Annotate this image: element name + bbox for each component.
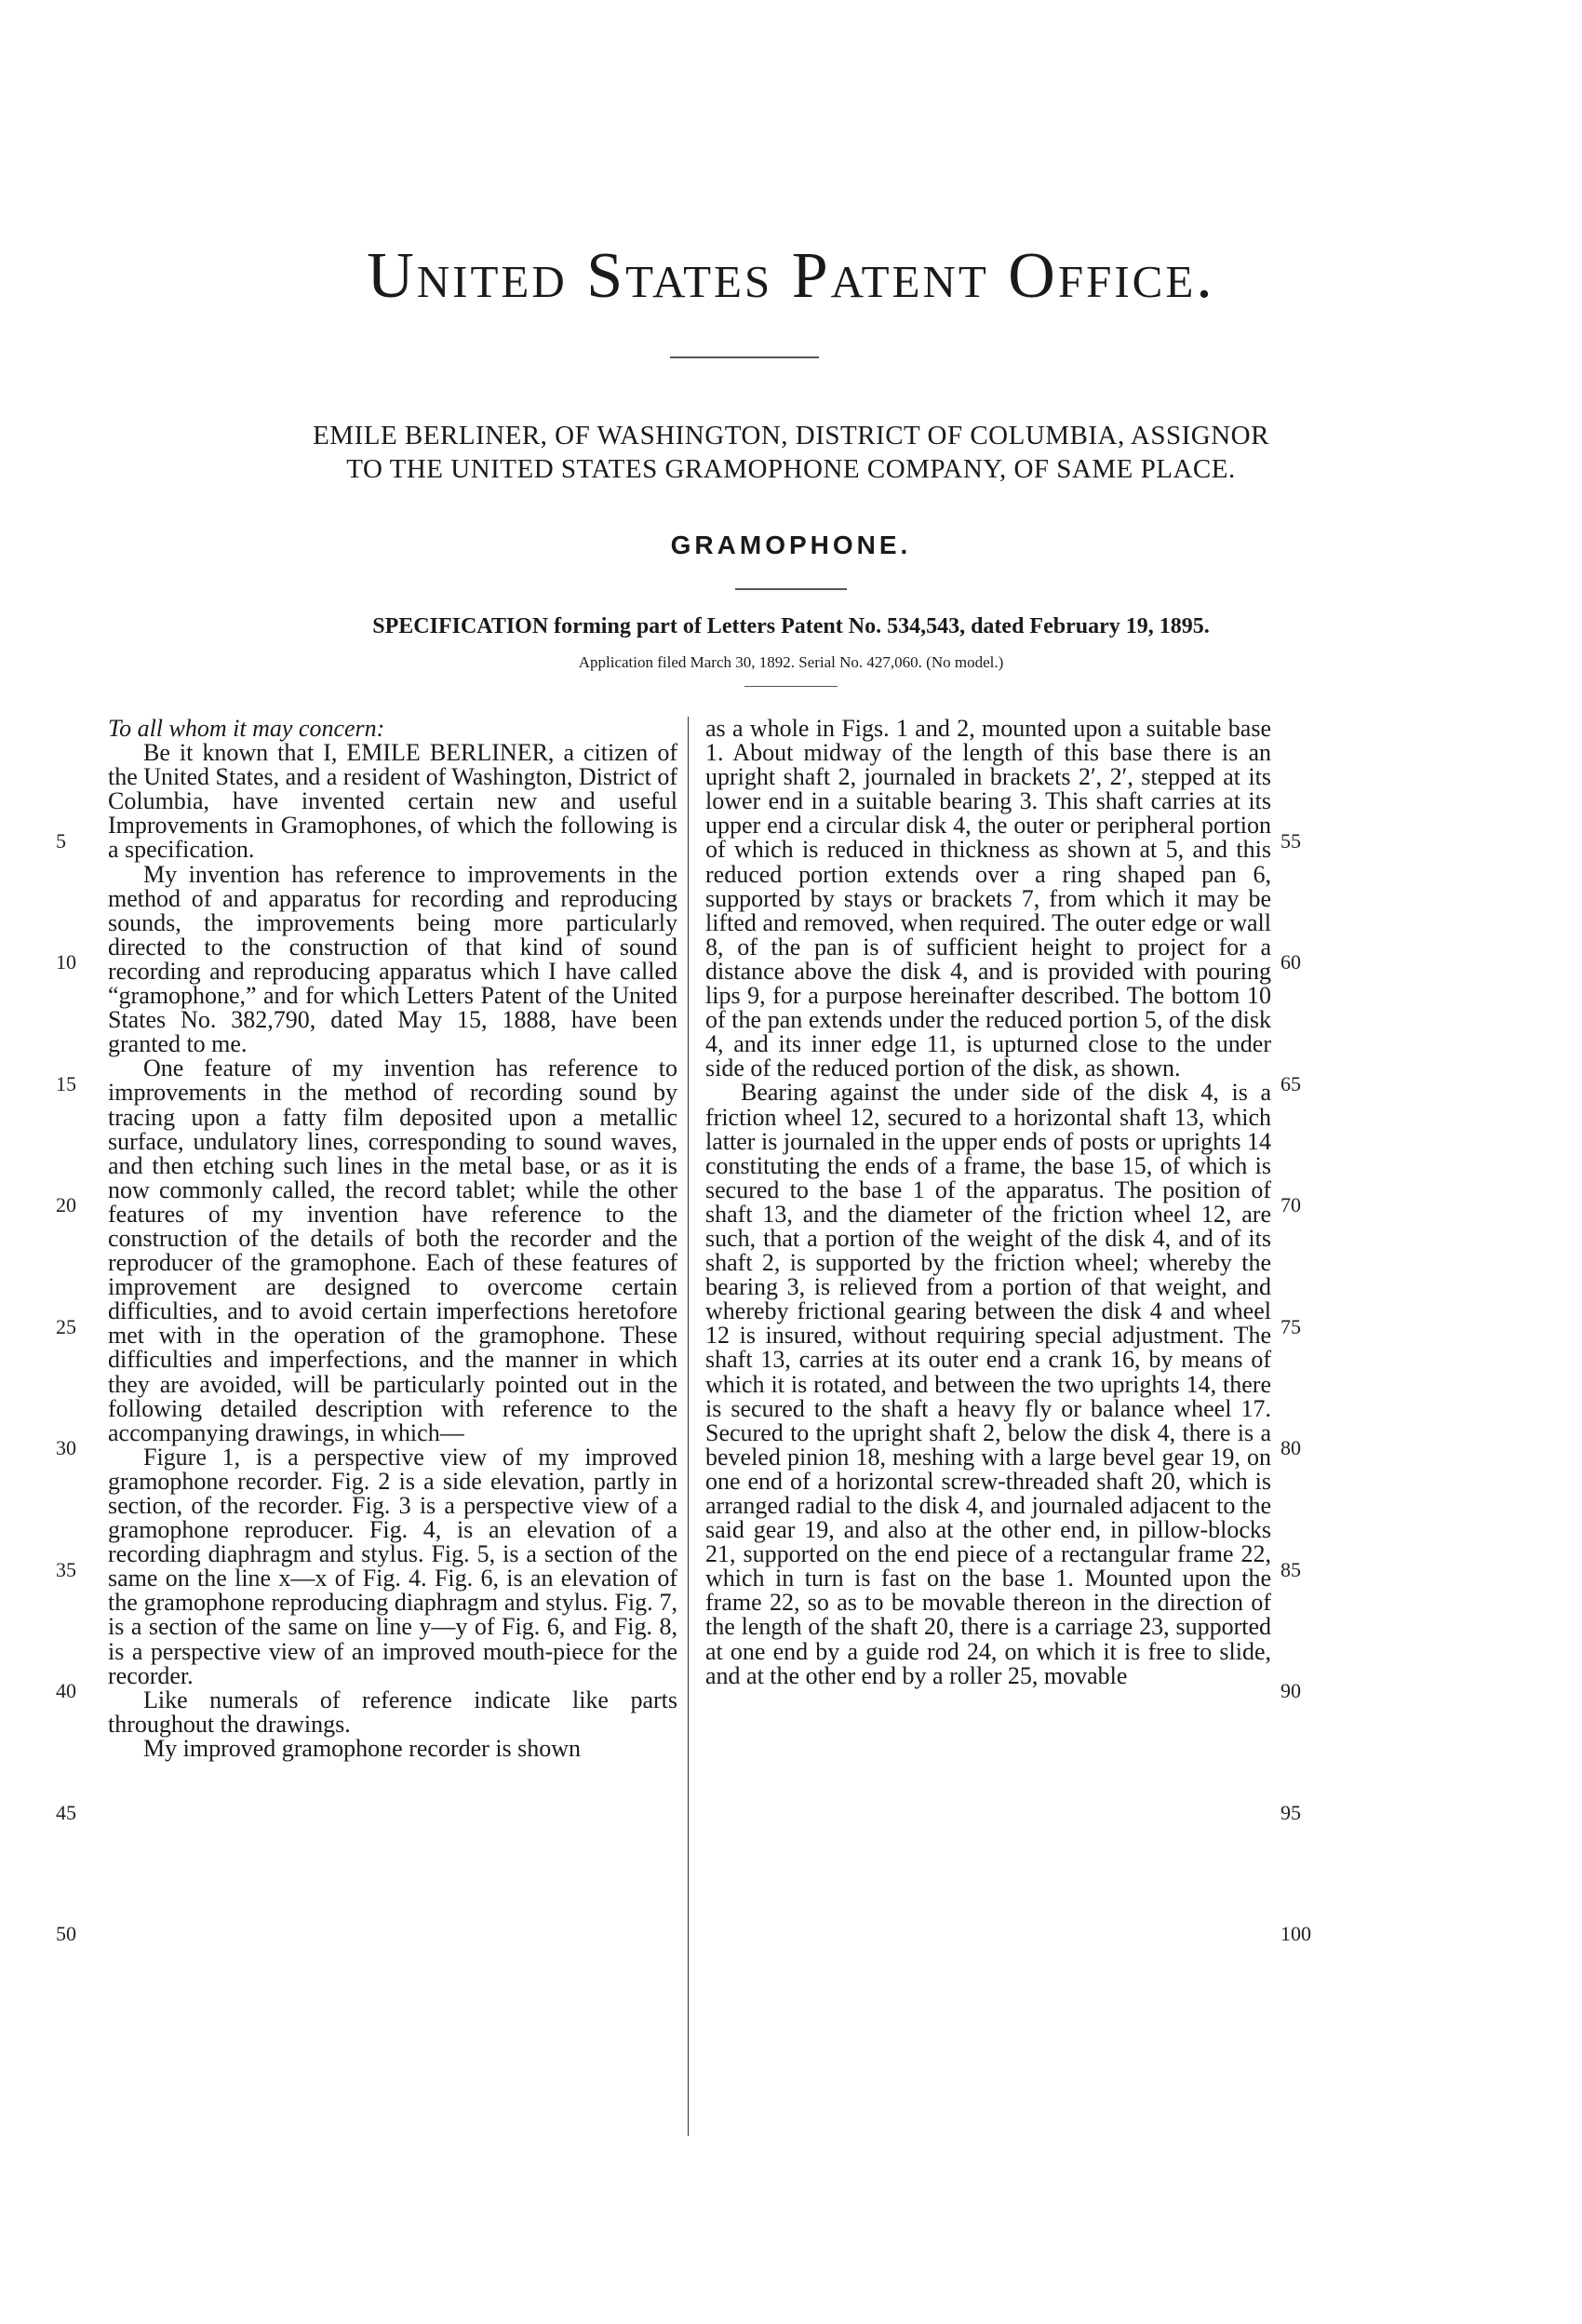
right-column	[705, 717, 1271, 1688]
application-rule	[744, 686, 838, 687]
line-number: 45	[56, 1801, 76, 1824]
paragraph: One feature of my invention has reference to improvements in the method of recording sound by tracing upon a fatty film deposited upon a metallic surface, undulatory lines, corresponding to sound waves, and then etching such lines in the metal base, or as it is now commonly called, the record tablet; while the other features of my invention have reference to the construction of the details of both the recorder and the reproducer of the gramophone. Each of these features of improvement are designed to overcome certain difficulties, and to avoid certain imperfections heretofore met with in the operation of the gramophone. These difficulties and imperfections, and the manner in which they are avoided, will be particularly pointed out in the following detailed description with reference to the accompanying drawings, in which—	[108, 1055, 677, 1446]
line-number: 95	[1280, 1801, 1301, 1824]
column-divider	[688, 717, 689, 2136]
line-number: 5	[56, 829, 66, 853]
office-title: United States Patent Office.	[367, 240, 1215, 312]
application-line: Application filed March 30, 1892. Serial No. 427,060. (No model.)	[578, 653, 1004, 671]
line-number: 65	[1280, 1072, 1301, 1095]
line-number: 60	[1280, 950, 1301, 974]
line-number: 75	[1280, 1315, 1301, 1338]
line-number: 30	[56, 1436, 76, 1459]
paragraph: My improved gramophone recorder is shown	[143, 1734, 582, 1762]
inventor-assignor	[0, 419, 1582, 486]
paragraph: My invention has reference to improvements in the method of and apparatus for recording and reproducing sounds, the improvements being more particularly directed to the construction of that kind of sound recording and reproducing apparatus which I have called “gramophone,” and for which Letters Patent of the United States No. 382,790, dated May 15, 1888, have been granted to me.	[108, 860, 677, 1058]
line-number: 25	[56, 1315, 76, 1338]
line-number: 85	[1280, 1558, 1301, 1581]
specification-line: SPECIFICATION forming part of Letters Patent No. 534,543, dated February 19, 1895.	[372, 614, 1210, 638]
line-number: 55	[1280, 829, 1301, 853]
line-number: 35	[56, 1558, 76, 1581]
paragraph: Be it known that I, EMILE BERLINER, a citizen of the United States, and a resident of Washington, District of Columbia, have invented certain new and useful Improvements in Gramophones, of which the following is a specification.	[108, 739, 677, 864]
line-number: 90	[1280, 1679, 1301, 1702]
paragraph: Bearing against the under side of the disk 4, is a friction wheel 12, secured to a horizontal shaft 13, which latter is journaled in the upper ends of posts or uprights 14 constituting the ends of a frame, the base 15, of which is secured to the base 1 of the apparatus. The position of shaft 13, and the diameter of the friction wheel 12, are such, that a portion of the weight of the disk 4, and of its shaft 2, is supported by the friction wheel; whereby the bearing 3, is relieved from a portion of that weight, and whereby frictional gearing between the disk 4 and wheel 12 is insured, without requiring special adjustment. The shaft 13, carries at its outer end a crank 16, by means of which it is rotated, and between the two uprights 14, there is secured to the shaft a heavy fly or balance wheel 17. Secured to the upright shaft 2, below the disk 4, there is a beveled pinion 18, meshing with a large bevel gear 19, on one end of a horizontal screw-threaded shaft 20, which is arranged radial to the disk 4, and journaled adjacent to the said gear 19, and also at the other end, in pillow-blocks 21, supported on the end piece of a rectangular frame 22, which in turn is fast on the base 1. Mounted upon the frame 22, so as to be movable thereon in the direction of the length of the shaft 20, there is a carriage 23, supported at one end by a guide rod 24, on which it is free to slide, and at the other end by a roller 25, movable	[705, 1079, 1271, 1689]
invention-title-rule	[735, 588, 847, 590]
line-number: 70	[1280, 1193, 1301, 1216]
paragraph: Like numerals of reference indicate like parts throughout the drawings.	[108, 1686, 677, 1738]
line-number: 15	[56, 1072, 76, 1095]
line-number: 50	[56, 1922, 76, 1945]
paragraph: Figure 1, is a perspective view of my improved gramophone recorder. Fig. 2 is a side elevation, partly in section, of the recorder. Fig. 3 is a perspective view of a gramophone reproducer. Fig. 4, is an elevation of a recording diaphragm and stylus. Fig. 5, is a section of the same on the line x—x of Fig. 4. Fig. 6, is an elevation of the gramophone reproducing diaphragm and stylus. Fig. 7, is a section of the same on line y—y of Fig. 6, and Fig. 8, is a perspective view of an improved mouth-piece for the recorder.	[108, 1443, 677, 1689]
line-number: 20	[56, 1193, 76, 1216]
invention-title: GRAMOPHONE.	[670, 531, 912, 559]
paragraph: as a whole in Figs. 1 and 2, mounted upon a suitable base 1. About midway of the length of this base there is an upright shaft 2, journaled in brackets 2′, 2′, stepped at its lower end in a suitable bearing 3. This shaft carries at its upper end a circular disk 4, the outer or peripheral portion of which is reduced in thickness as shown at 5, and this reduced portion extends over a ring shaped pan 6, supported by stays or brackets 7, from which it may be lifted and removed, when required. The outer edge or wall 8, of the pan is of sufficient height to project for a distance above the disk 4, and is provided with pouring lips 9, for a purpose hereinafter described. The bottom 10 of the pan extends under the reduced portion 5, of the disk 4, and its inner edge 11, is upturned close to the under side of the reduced portion of the disk, as shown.	[705, 715, 1271, 1082]
inventor-line-2: TO THE UNITED STATES GRAMOPHONE COMPANY, OF SAME PLACE.	[346, 454, 1236, 484]
salutation: To all whom it may concern:	[108, 715, 385, 742]
line-number: 80	[1280, 1436, 1301, 1459]
line-number: 10	[56, 950, 76, 974]
title-rule	[670, 356, 819, 358]
left-column	[108, 717, 677, 1761]
line-number: 40	[56, 1679, 76, 1702]
inventor-line-1: EMILE BERLINER, OF WASHINGTON, DISTRICT OF COLUMBIA, ASSIGNOR	[313, 421, 1269, 450]
line-number: 100	[1280, 1922, 1311, 1945]
